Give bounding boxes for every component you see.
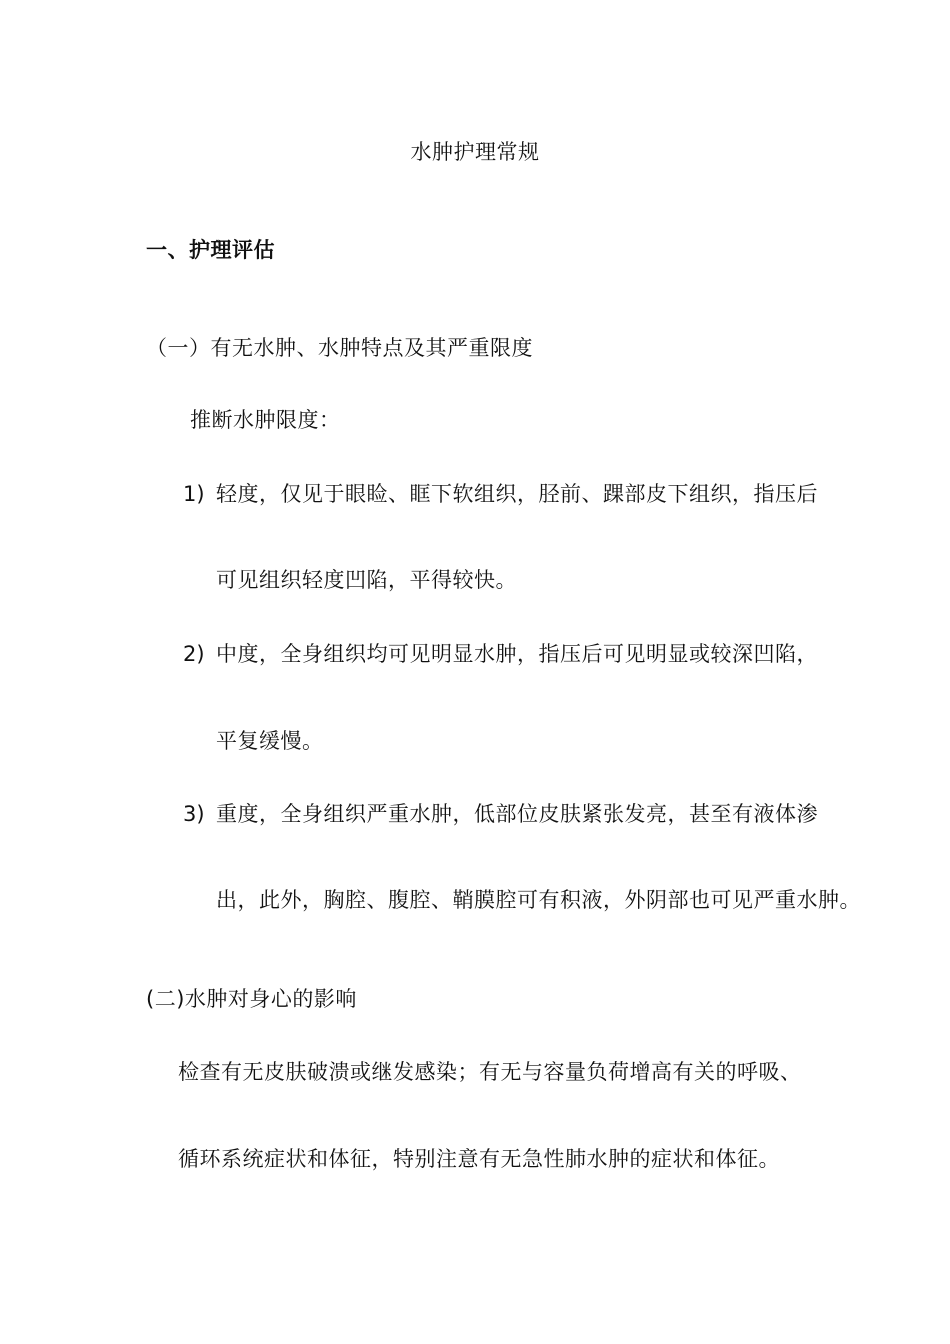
list-item-text-continued: 出，此外，胸腔、腹腔、鞘膜腔可有积液，外阴部也可见严重水肿。 [216,888,861,912]
list-item-text: 中度，全身组织均可见明显水肿，指压后可见明显或较深凹陷， [216,642,818,666]
list-item-text-continued: 平复缓慢。 [216,729,324,753]
list-item-number: 1) [183,482,205,506]
paragraph-line: 检查有无皮肤破溃或继发感染；有无与容量负荷增高有关的呼吸、 [178,1060,802,1084]
subsection-intro: 推断水肿限度： [190,408,341,432]
section-heading-nursing-assessment: 一、护理评估 [146,238,275,262]
subsection-heading-impact: (二)水肿对身心的影响 [146,987,357,1011]
list-item-text: 重度，全身组织严重水肿，低部位皮肤紧张发亮，甚至有液体渗 [216,802,818,826]
list-item-number: 2) [183,642,205,666]
subsection-heading-edema-severity: （一）有无水肿、水肿特点及其严重限度 [146,336,533,360]
document-title: 水肿护理常规 [410,140,540,164]
list-item-number: 3) [183,802,205,826]
list-item-text-continued: 可见组织轻度凹陷，平得较快。 [216,568,517,592]
paragraph-line-continued: 循环系统症状和体征，特别注意有无急性肺水肿的症状和体征。 [178,1147,780,1171]
list-item-text: 轻度，仅见于眼睑、眶下软组织，胫前、踝部皮下组织，指压后 [216,482,818,506]
